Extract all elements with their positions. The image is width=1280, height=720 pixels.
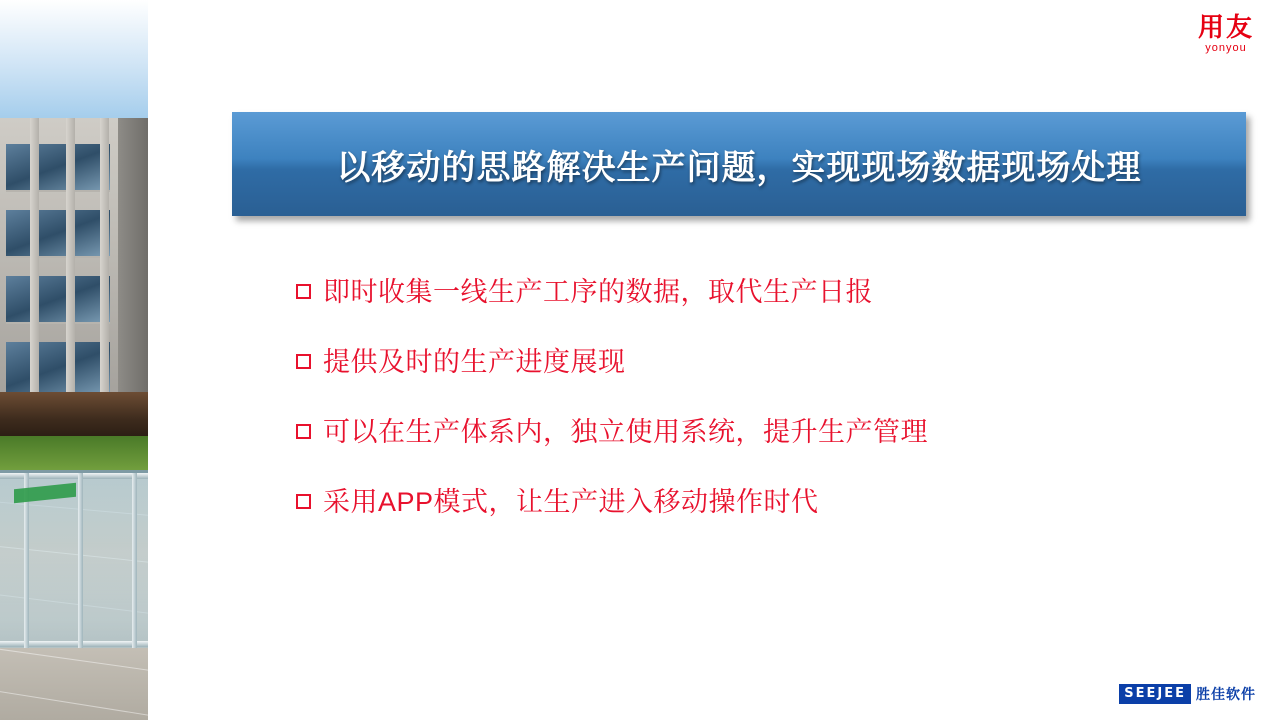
seejee-logo-cn: 胜佳软件	[1196, 686, 1256, 702]
facade-column	[66, 118, 75, 438]
seejee-logo	[1119, 684, 1256, 704]
list-item-label: 可以在生产体系内，独立使用系统，提升生产管理	[323, 417, 928, 447]
list-item	[296, 275, 1196, 309]
list-item-label: 采用APP模式，让生产进入移动操作时代	[323, 487, 819, 517]
square-bullet-icon	[296, 494, 311, 509]
railing-bar	[0, 641, 148, 647]
slide-title-banner	[232, 112, 1246, 216]
yonyou-logo-en: yonyou	[1205, 42, 1247, 54]
railing-post	[78, 473, 83, 648]
pavement-line	[0, 688, 148, 720]
building-facade	[0, 118, 118, 438]
building-shape	[0, 118, 148, 438]
list-item	[296, 345, 1196, 379]
building-side	[118, 118, 148, 438]
square-bullet-icon	[296, 284, 311, 299]
window-pane	[6, 342, 110, 396]
railing-bar	[0, 473, 148, 479]
square-bullet-icon	[296, 354, 311, 369]
pavement-line	[0, 646, 148, 675]
list-item	[296, 415, 1196, 449]
yonyou-logo-cn: 用友	[1197, 12, 1254, 42]
facade-column	[30, 118, 39, 438]
window-pane	[6, 144, 110, 192]
list-item-label: 即时收集一线生产工序的数据，取代生产日报	[323, 277, 873, 307]
building-base	[0, 392, 148, 438]
seejee-logo-mark: SEEJEE	[1119, 684, 1191, 704]
bullet-list	[296, 275, 1196, 555]
square-bullet-icon	[296, 424, 311, 439]
list-item-label: 提供及时的生产进度展现	[323, 347, 626, 377]
page-title: 以移动的思路解决生产问题，实现现场数据现场处理	[336, 148, 1142, 187]
railing-post	[132, 473, 137, 648]
window-pane	[6, 276, 110, 324]
list-item	[296, 485, 1196, 519]
window-pane	[6, 210, 110, 258]
yonyou-logo	[1198, 14, 1254, 54]
facade-column	[100, 118, 109, 438]
photo-divider	[148, 0, 152, 720]
office-building-photo	[0, 0, 148, 720]
